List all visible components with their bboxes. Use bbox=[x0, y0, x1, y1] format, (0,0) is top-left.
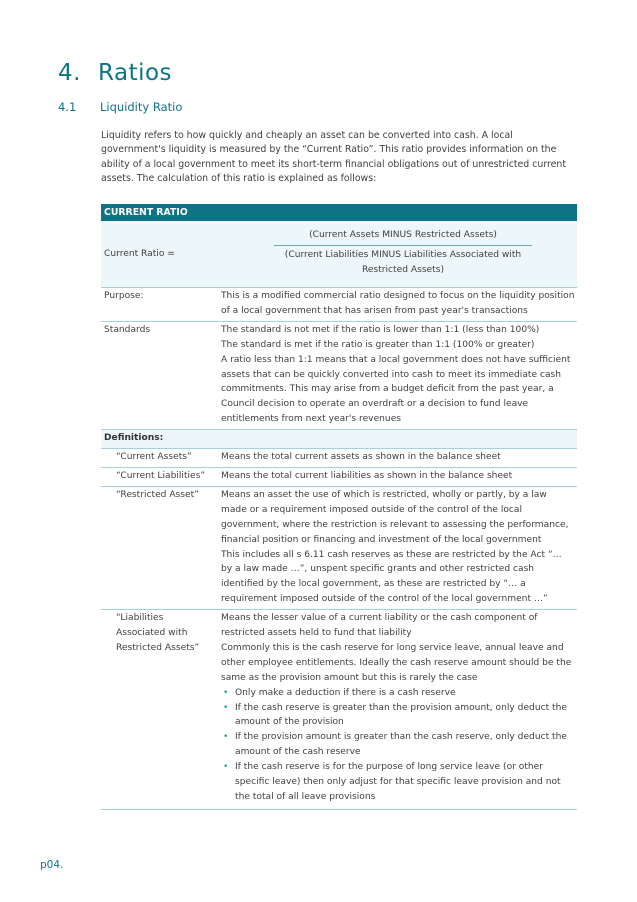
standards-line: The standard is met if the ratio is greater than 1:1 (100% or greater) bbox=[221, 339, 535, 350]
page-number: p04. bbox=[40, 859, 64, 871]
intro-paragraph: Liquidity refers to how quickly and cheaply an asset can be converted into cash. A local government's liquidity is measured by the “Current Ratio”. This ratio provides information on the ability of a local government to meet its short-term financial obligations out of unrestricted current assets. The calculation of this ratio is explained as follows: bbox=[101, 130, 567, 184]
chapter-number: 4. bbox=[58, 60, 81, 86]
definition-row-restricted-asset bbox=[101, 487, 577, 610]
definition-text: Means the total current assets as shown in the balance sheet bbox=[221, 452, 501, 463]
standards-text bbox=[221, 323, 577, 427]
definition-line: Means an asset the use of which is restricted, wholly or partly, by a law made or a requirement imposed outside of the control of the local government, where the restriction is relevant to assessing the performance, financial position or financing and investment of the local government bbox=[221, 489, 569, 545]
definitions-label: Definitions: bbox=[104, 433, 164, 444]
bullet-icon: • bbox=[223, 702, 229, 713]
definition-text: Means the total current liabilities as shown in the balance sheet bbox=[221, 470, 513, 481]
formula-numerator: (Current Assets MINUS Restricted Assets) bbox=[274, 228, 532, 246]
list-item: • Only make a deduction if there is a cash reserve bbox=[221, 686, 575, 701]
definition-bullet-list bbox=[221, 686, 575, 805]
list-item: • If the cash reserve is greater than the provision amount, only deduct the amount of the provision bbox=[223, 702, 567, 728]
bullet-icon: • bbox=[223, 687, 229, 698]
definition-term: “Restricted Asset” bbox=[116, 489, 199, 500]
bullet-icon: • bbox=[223, 732, 229, 743]
section-heading bbox=[58, 100, 182, 114]
table-header: CURRENT RATIO bbox=[101, 204, 577, 221]
standards-label: Standards bbox=[104, 324, 151, 335]
definition-text bbox=[221, 611, 577, 805]
definition-text bbox=[221, 488, 577, 607]
definition-term: “Current Liabilities” bbox=[116, 470, 206, 481]
formula-label: Current Ratio = bbox=[104, 248, 175, 259]
list-item: • If the cash reserve is for the purpose of long service leave (or other specific leave) then only adjust for that specific leave provision and not the total of all leave provisions bbox=[223, 762, 561, 802]
definition-row-current-liabilities bbox=[101, 468, 577, 487]
formula-row bbox=[101, 221, 577, 288]
definition-term: “Current Assets” bbox=[116, 452, 192, 463]
formula-denominator: (Current Liabilities MINUS Liabilities Associated with Restricted Assets) bbox=[284, 249, 522, 275]
chapter-title: Ratios bbox=[98, 60, 173, 86]
chapter-heading bbox=[58, 60, 172, 86]
purpose-label: Purpose: bbox=[104, 291, 144, 301]
purpose-row bbox=[101, 288, 577, 322]
formula-fraction bbox=[221, 221, 577, 287]
purpose-text: This is a modified commercial ratio designed to focus on the liquidity position of a local government that has arisen from past year's transactions bbox=[221, 291, 575, 316]
definition-row-current-assets bbox=[101, 449, 577, 468]
list-item: • If the provision amount is greater than the cash reserve, only deduct the amount of the cash reserve bbox=[223, 732, 567, 758]
definition-line: Means the lesser value of a current liability or the cash component of restricted assets held to fund that liability bbox=[221, 613, 538, 639]
standards-line: The standard is not met if the ratio is lower than 1:1 (less than 100%) bbox=[221, 324, 540, 335]
definition-row-liabilities-associated bbox=[101, 610, 577, 810]
definition-line: This includes all s 6.11 cash reserves as these are restricted by the Act “… by a law made …”, unspent specific grants and other restricted cash identified by the local government, as these are restricted by “… a requirement imposed outside of the control of the local government …” bbox=[221, 549, 562, 605]
definitions-header-row bbox=[101, 430, 577, 449]
standards-line: A ratio less than 1:1 means that a local government does not have sufficient assets that can be quickly converted into cash to meet its immediate cash commitments. This may arise from a budget deficit from the past year, a Council decision to operate an overdraft or a decision to fund leave entitlements from next year's revenues bbox=[221, 354, 571, 425]
definition-term: “Liabilities Associated with Restricted Assets” bbox=[116, 613, 200, 653]
current-ratio-table bbox=[101, 204, 577, 810]
section-title: Liquidity Ratio bbox=[100, 100, 183, 114]
standards-row bbox=[101, 322, 577, 430]
bullet-icon: • bbox=[223, 762, 229, 773]
definition-line: Commonly this is the cash reserve for long service leave, annual leave and other employee entitlements. Ideally the cash reserve amount should be the same as the provision amount but this is rarely the case bbox=[221, 642, 572, 683]
section-number: 4.1 bbox=[58, 100, 77, 114]
